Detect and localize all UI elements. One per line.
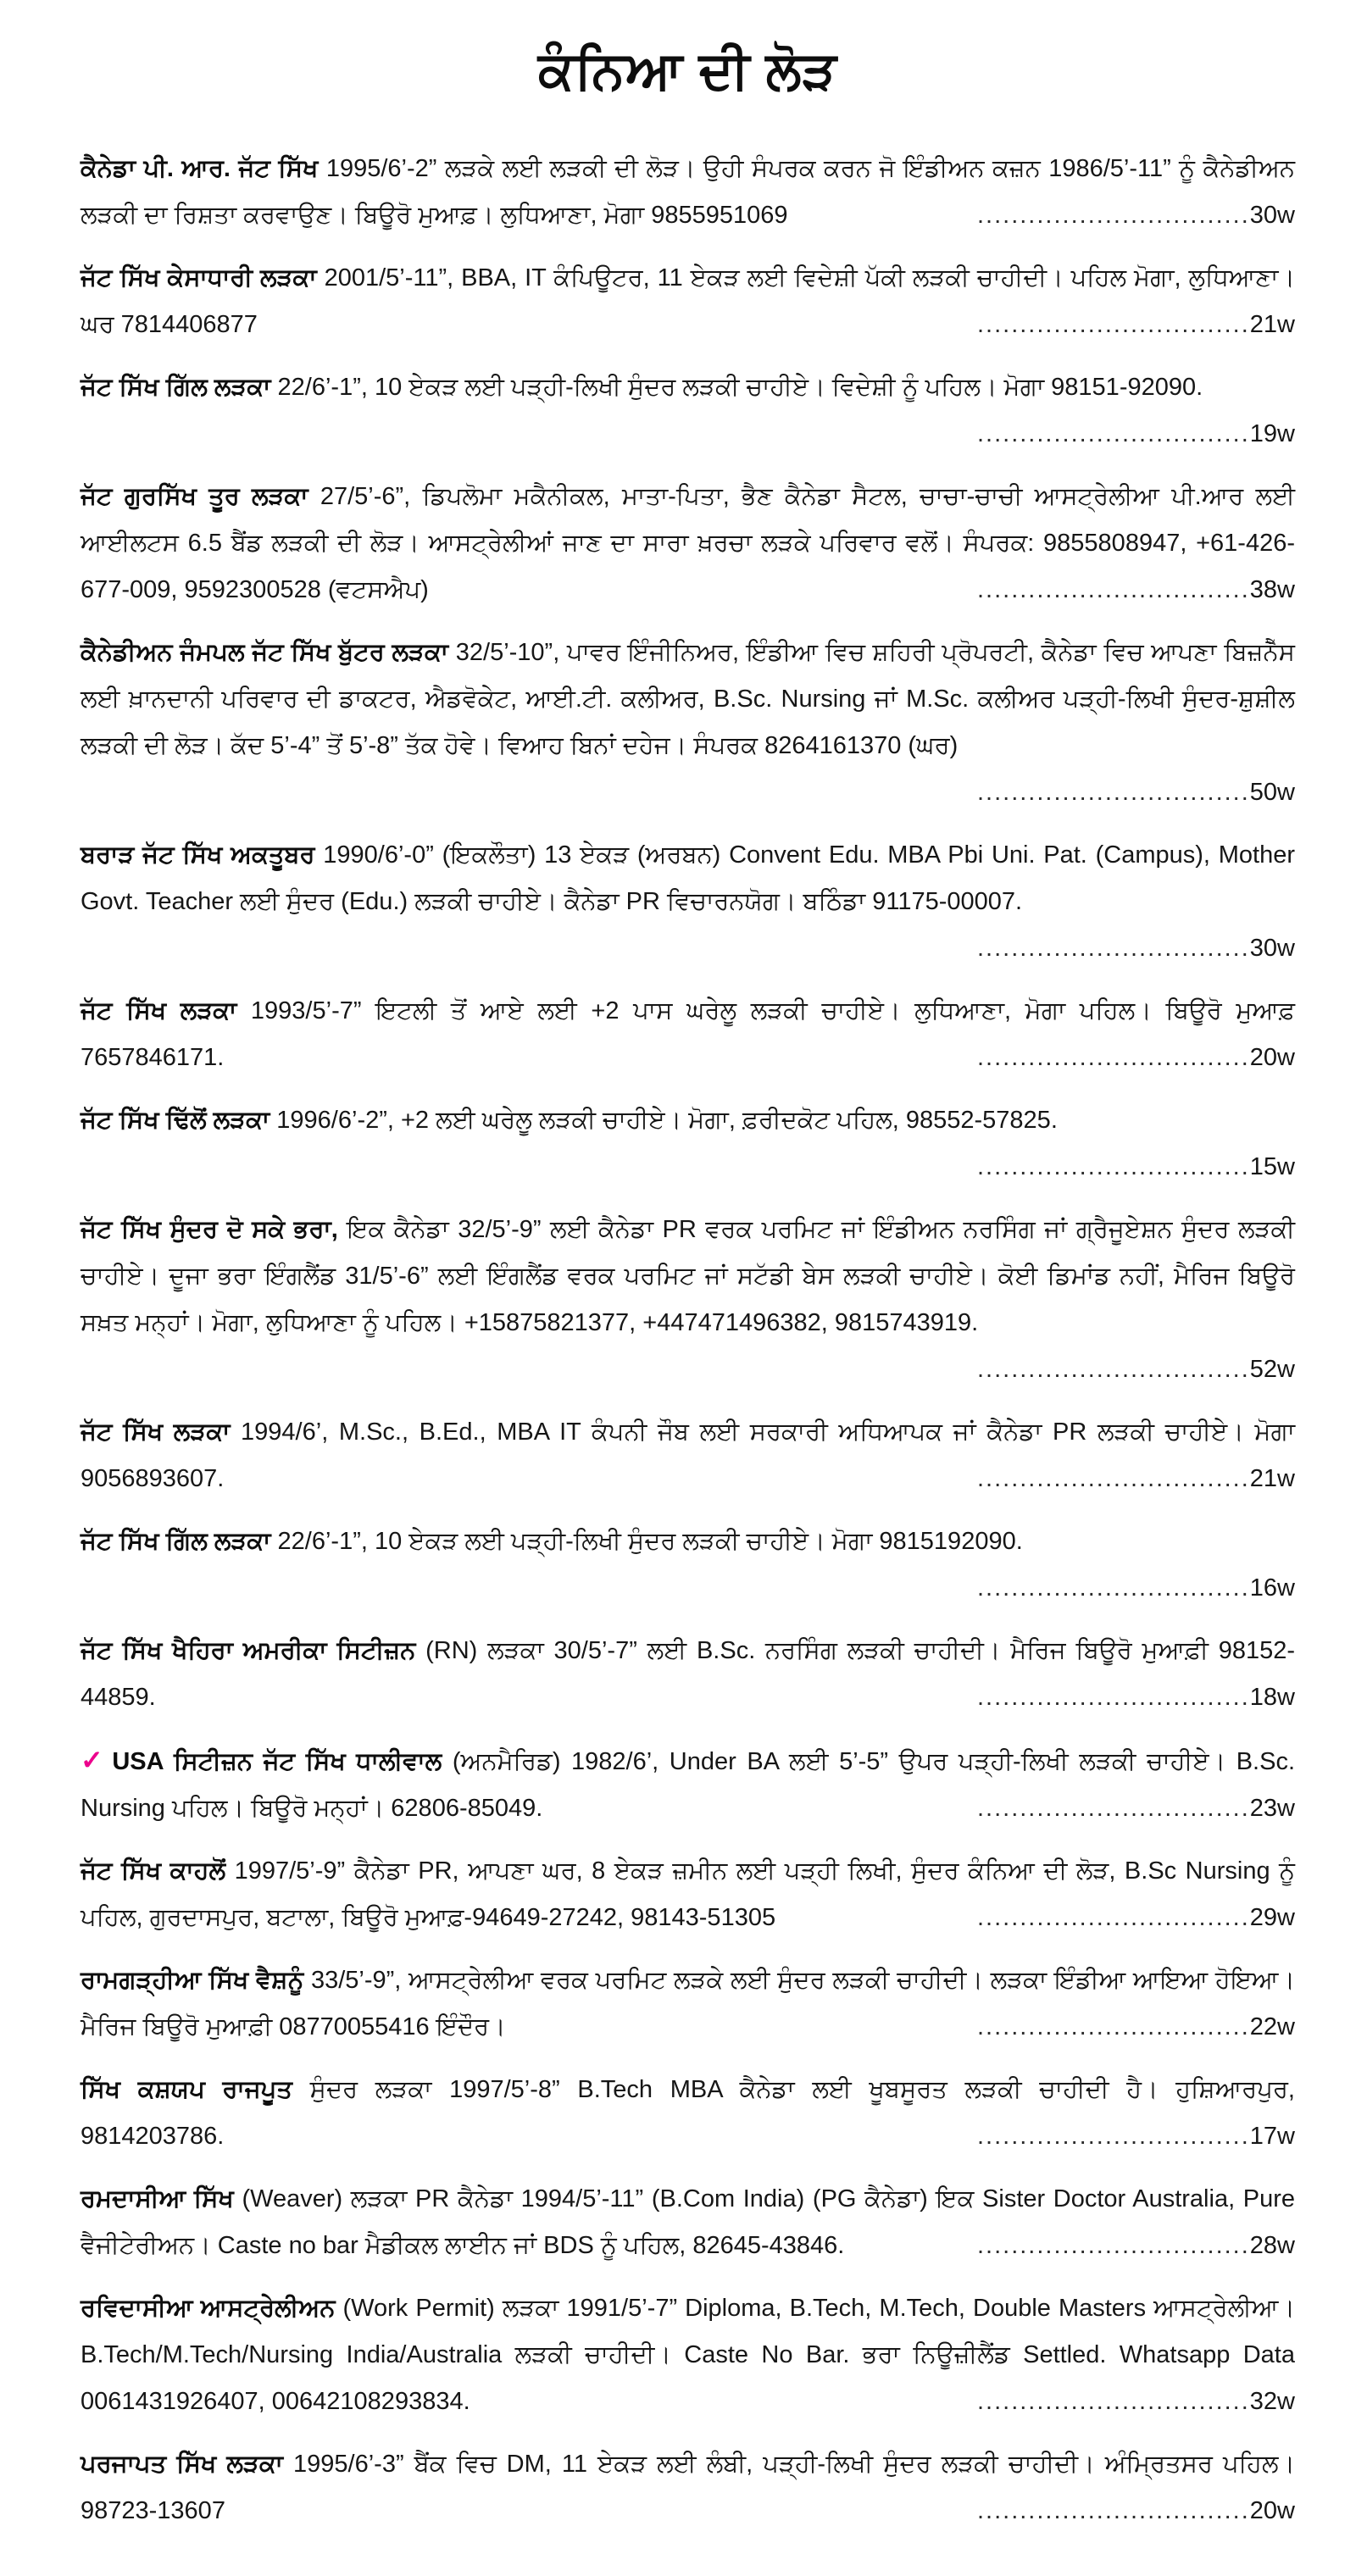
classified-ad bbox=[81, 1848, 1295, 1941]
word-count-value: 18w bbox=[1249, 1684, 1295, 1711]
classified-ad bbox=[81, 1957, 1295, 2051]
classified-ad bbox=[81, 2285, 1295, 2425]
ad-lead: ਜੱਟ ਗੁਰਸਿੱਖ ਤੂਰ ਲੜਕਾ bbox=[81, 483, 308, 510]
word-count bbox=[977, 1144, 1295, 1191]
ad-body: (Weaver) ਲੜਕਾ PR ਕੈਨੇਡਾ 1994/5’-11” (B.Com India) (PG ਕੈਨੇਡਾ) ਇਕ Sister Doctor Australia, Pure ਵੈਜੀਟੇਰੀਅਨ। Caste no bar ਮੈਡੀਕਲ ਲਾਈਨ ਜਾਂ BDS ਨੂੰ ਪਹਿਲ, 82645-43846. bbox=[81, 2185, 1296, 2259]
ad-lead: ਜੱਟ ਸਿੱਖ ਖੈਹਿਰਾ ਅਮਰੀਕਾ ਸਿਟੀਜ਼ਨ bbox=[81, 1637, 416, 1664]
word-count-value: 28w bbox=[1249, 2232, 1295, 2259]
word-count bbox=[977, 567, 1295, 613]
classified-ad bbox=[81, 1409, 1295, 1502]
leader-dots: ................................ bbox=[976, 1684, 1250, 1711]
classified-ad bbox=[81, 1207, 1295, 1393]
ad-body: 1994/6’, M.Sc., B.Ed., MBA IT ਕੰਪਨੀ ਜੌਬ ਲਈ ਸਰਕਾਰੀ ਅਧਿਆਪਕ ਜਾਂ ਕੈਨੇਡਾ PR ਲੜਕੀ ਚਾਹੀਏ। ਮੋਗਾ 9056893607. bbox=[81, 1418, 1295, 1492]
ad-body: 33/5’-9”, ਆਸਟ੍ਰੇਲੀਆ ਵਰਕ ਪਰਮਿਟ ਲੜਕੇ ਲਈ ਸੁੰਦਰ ਲੜਕੀ ਚਾਹੀਦੀ। ਲੜਕਾ ਇੰਡੀਆ ਆਇਆ ਹੋਇਆ। ਮੈਰਿਜ ਬਿਊਰੋ ਮੁਆਫ਼ੀ 08770055416 ਇੰਦੌਰ। bbox=[81, 1967, 1295, 2040]
word-count bbox=[977, 1346, 1295, 1393]
word-count bbox=[977, 302, 1295, 348]
leader-dots: ................................ bbox=[976, 1044, 1250, 1071]
ad-body: 1993/5’-7” ਇਟਲੀ ਤੋਂ ਆਏ ਲਈ +2 ਪਾਸ ਘਰੇਲੂ ਲੜਕੀ ਚਾਹੀਏ। ਲੁਧਿਆਣਾ, ਮੋਗਾ ਪਹਿਲ। ਬਿਊਰੋ ਮੁਆਫ਼ 7657846171. bbox=[81, 997, 1295, 1071]
word-count-value: 30w bbox=[1249, 202, 1295, 229]
ad-lead: ਜੱਟ ਸਿੱਖ ਕੇਸਾਧਾਰੀ ਲੜਕਾ bbox=[81, 264, 317, 291]
leader-dots: ................................ bbox=[976, 935, 1250, 962]
leader-dots: ................................ bbox=[976, 420, 1250, 447]
leader-dots: ................................ bbox=[976, 2123, 1250, 2150]
ad-lead: ਜੱਟ ਸਿੱਖ ਕਾਹਲੋਂ bbox=[81, 1857, 226, 1885]
word-count bbox=[977, 1674, 1295, 1721]
word-count bbox=[977, 1035, 1295, 1081]
classified-ad bbox=[81, 2176, 1295, 2269]
ad-lead: ਬਰਾੜ ਜੱਟ ਸਿੱਖ ਅਕਤੂਬਰ bbox=[81, 841, 315, 869]
ad-body: 1995/6’-2” ਲੜਕੇ ਲਈ ਲੜਕੀ ਦੀ ਲੋੜ। ਉਹੀ ਸੰਪਰਕ ਕਰਨ ਜੋ ਇੰਡੀਅਨ ਕਜ਼ਨ 1986/5’-11” ਨੂੰ ਕੈਨੇਡੀਅਨ ਲੜਕੀ ਦਾ ਰਿਸ਼ਤਾ ਕਰਵਾਉਣ। ਬਿਊਰੋ ਮੁਆਫ਼। ਲੁਧਿਆਣਾ, ਮੋਗਾ 9855951069 bbox=[81, 155, 1296, 229]
leader-dots: ................................ bbox=[976, 576, 1250, 603]
word-count-value: 32w bbox=[1249, 2388, 1295, 2415]
word-count-value: 16w bbox=[1249, 1574, 1295, 1602]
ad-body: ਸੁੰਦਰ ਲੜਕਾ 1997/5’-8” B.Tech MBA ਕੈਨੇਡਾ ਲਈ ਖੂਬਸੂਰਤ ਲੜਕੀ ਚਾਹੀਦੀ ਹੈ। ਹੁਸ਼ਿਆਰਪੁਰ, 9814203786. bbox=[81, 2076, 1295, 2150]
word-count-value: 30w bbox=[1249, 935, 1295, 962]
leader-dots: ................................ bbox=[976, 2013, 1250, 2040]
leader-dots: ................................ bbox=[976, 1574, 1250, 1602]
classified-ad bbox=[81, 364, 1295, 458]
word-count-value: 22w bbox=[1249, 2013, 1295, 2040]
word-count-value: 17w bbox=[1249, 2123, 1295, 2150]
classified-ad bbox=[81, 2067, 1295, 2160]
leader-dots: ................................ bbox=[976, 2232, 1250, 2259]
ad-lead: ਪਰਜਾਪਤ ਸਿੱਖ ਲੜਕਾ bbox=[81, 2451, 283, 2478]
classified-ad bbox=[81, 2441, 1295, 2534]
word-count bbox=[977, 2113, 1295, 2160]
word-count-value: 20w bbox=[1249, 1044, 1295, 1071]
classified-ad bbox=[81, 1628, 1295, 1721]
word-count bbox=[977, 1785, 1295, 1832]
ad-body: 1990/6’-0” (ਇਕਲੌਤਾ) 13 ਏਕੜ (ਅਰਬਨ) Convent Edu. MBA Pbi Uni. Pat. (Campus), Mother Govt. Teacher ਲਈ ਸੁੰਦਰ (Edu.) ਲੜਕੀ ਚਾਹੀਏ। ਕੈਨੇਡਾ PR ਵਿਚਾਰਨਯੋਗ। ਬਠਿੰਡਾ 91175-00007. bbox=[81, 841, 1295, 915]
leader-dots: ................................ bbox=[976, 1356, 1250, 1383]
classified-ad bbox=[81, 255, 1295, 348]
word-count-value: 23w bbox=[1249, 1795, 1295, 1822]
word-count bbox=[977, 2004, 1295, 2051]
ad-body: 22/6’-1”, 10 ਏਕੜ ਲਈ ਪੜ੍ਹੀ-ਲਿਖੀ ਸੁੰਦਰ ਲੜਕੀ ਚਾਹੀਏ। ਵਿਦੇਸ਼ੀ ਨੂੰ ਪਹਿਲ। ਮੋਗਾ 98151-92090. bbox=[277, 374, 1203, 401]
ad-body: 32/5’-10”, ਪਾਵਰ ਇੰਜੀਨਿਅਰ, ਇੰਡੀਆ ਵਿਚ ਸ਼ਹਿਰੀ ਪ੍ਰੋਪਰਟੀ, ਕੈਨੇਡਾ ਵਿਚ ਆਪਣਾ ਬਿਜ਼ਨੈੱਸ ਲਈ ਖ਼ਾਨਦਾਨੀ ਪਰਿਵਾਰ ਦੀ ਡਾਕਟਰ, ਐਡਵੋਕੇਟ, ਆਈ.ਟੀ. ਕਲੀਅਰ, B.Sc. Nursing ਜਾਂ M.Sc. ਕਲੀਅਰ ਪੜ੍ਹੀ-ਲਿਖੀ ਸੁੰਦਰ-ਸ਼ੁਸ਼ੀਲ ਲੜਕੀ ਦੀ ਲੋੜ। ਕੱਦ 5’-4” ਤੋਂ 5’-8” ਤੱਕ ਹੋਵੇ। ਵਿਆਹ ਬਿਨਾਂ ਦਹੇਜ। ਸੰਪਰਕ 8264161370 (ਘਰ) bbox=[81, 639, 1295, 759]
ad-body: 1996/6’-2”, +2 ਲਈ ਘਰੇਲੂ ਲੜਕੀ ਚਾਹੀਏ। ਮੋਗਾ, ਫ਼ਰੀਦਕੋਟ ਪਹਿਲ, 98552-57825. bbox=[276, 1107, 1058, 1134]
word-count bbox=[977, 1456, 1295, 1502]
leader-dots: ................................ bbox=[976, 1904, 1250, 1931]
classified-ad bbox=[81, 146, 1295, 239]
word-count bbox=[977, 411, 1295, 458]
ad-lead: ਜੱਟ ਸਿੱਖ ਗਿੱਲ ਲੜਕਾ bbox=[81, 374, 271, 401]
word-count-value: 52w bbox=[1249, 1356, 1295, 1383]
ad-lead: USA ਸਿਟੀਜ਼ਨ ਜੱਟ ਸਿੱਖ ਧਾਲੀਵਾਲ bbox=[112, 1748, 442, 1775]
ad-body: 2001/5’-11”, BBA, IT ਕੰਪਿਊਟਰ, 11 ਏਕੜ ਲਈ ਵਿਦੇਸ਼ੀ ਪੱਕੀ ਲੜਕੀ ਚਾਹੀਦੀ। ਪਹਿਲ ਮੋਗਾ, ਲੁਧਿਆਣਾ। ਘਰ 7814406877 bbox=[81, 264, 1296, 338]
word-count-value: 21w bbox=[1249, 1465, 1295, 1492]
ad-lead: ਜੱਟ ਸਿੱਖ ਲੜਕਾ bbox=[81, 1418, 231, 1446]
word-count-value: 38w bbox=[1249, 576, 1295, 603]
page-title: ਕੰਨਿਆ ਦੀ ਲੋੜ bbox=[537, 42, 837, 100]
leader-dots: ................................ bbox=[976, 311, 1250, 338]
ad-lead: ਰਮਦਾਸੀਆ ਸਿੱਖ bbox=[81, 2185, 234, 2212]
leader-dots: ................................ bbox=[976, 1795, 1250, 1822]
word-count bbox=[977, 1565, 1295, 1612]
word-count bbox=[977, 1895, 1295, 1941]
classified-ad bbox=[81, 832, 1295, 972]
classified-ad bbox=[81, 474, 1295, 613]
ad-lead: ਜੱਟ ਸਿੱਖ ਢਿੱਲੋਂ ਲੜਕਾ bbox=[81, 1107, 270, 1134]
leader-dots: ................................ bbox=[976, 1153, 1250, 1180]
ad-body: 27/5’-6”, ਡਿਪਲੋਮਾ ਮਕੈਨੀਕਲ, ਮਾਤਾ-ਪਿਤਾ, ਭੈਣ ਕੈਨੇਡਾ ਸੈਟਲ, ਚਾਚਾ-ਚਾਚੀ ਆਸਟ੍ਰੇਲੀਆ ਪੀ.ਆਰ ਲਈ ਆਈਲਟਸ 6.5 ਬੈਂਡ ਲੜਕੀ ਦੀ ਲੋੜ। ਆਸਟ੍ਰੇਲੀਆਂ ਜਾਣ ਦਾ ਸਾਰਾ ਖ਼ਰਚਾ ਲੜਕੇ ਪਰਿਵਾਰ ਵਲੋਂ। ਸੰਪਰਕ: 9855808947, +61-426-677-009, 9592300528 (ਵਟਸਐਪ) bbox=[81, 483, 1295, 603]
classified-ad bbox=[81, 1097, 1295, 1191]
word-count bbox=[977, 192, 1295, 239]
leader-dots: ................................ bbox=[976, 2388, 1250, 2415]
word-count bbox=[977, 925, 1295, 972]
classified-ad bbox=[81, 988, 1295, 1081]
ad-body: (RN) ਲੜਕਾ 30/5’-7” ਲਈ B.Sc. ਨਰਸਿੰਗ ਲੜਕੀ ਚਾਹੀਦੀ। ਮੈਰਿਜ ਬਿਊਰੋ ਮੁਆਫ਼ੀ 98152-44859. bbox=[81, 1637, 1296, 1711]
classified-ad bbox=[81, 1518, 1295, 1612]
ad-body: (ਅਨਮੈਰਿਡ) 1982/6’, Under BA ਲਈ 5’-5” ਉਪਰ ਪੜ੍ਹੀ-ਲਿਖੀ ਲੜਕੀ ਚਾਹੀਏ। B.Sc. Nursing ਪਹਿਲ। ਬਿਊਰੋ ਮਨ੍ਹਾਂ। 62806-85049. bbox=[81, 1748, 1296, 1822]
word-count-value: 50w bbox=[1249, 779, 1295, 806]
word-count bbox=[977, 2488, 1295, 2534]
word-count bbox=[977, 2379, 1295, 2425]
ad-lead: ਜੱਟ ਸਿੱਖ ਗਿੱਲ ਲੜਕਾ bbox=[81, 1528, 271, 1555]
leader-dots: ................................ bbox=[976, 2497, 1250, 2524]
word-count-value: 19w bbox=[1249, 420, 1295, 447]
ad-lead: ਸਿੱਖ ਕਸ਼ਯਪ ਰਾਜਪੂਤ bbox=[81, 2076, 292, 2103]
checkmark-icon: ✓ bbox=[81, 1745, 108, 1775]
ad-lead: ਕੈਨੇਡੀਅਨ ਜੰਮਪਲ ਜੱਟ ਸਿੱਖ ਬੁੱਟਰ ਲੜਕਾ bbox=[81, 639, 449, 666]
ad-lead: ਕੈਨੇਡਾ ਪੀ. ਆਰ. ਜੱਟ ਸਿੱਖ bbox=[81, 155, 319, 182]
ad-lead: ਜੱਟ ਸਿੱਖ ਲੜਕਾ bbox=[81, 997, 237, 1024]
word-count-value: 21w bbox=[1249, 311, 1295, 338]
leader-dots: ................................ bbox=[976, 202, 1250, 229]
ad-lead: ਜੱਟ ਸਿੱਖ ਸੁੰਦਰ ਦੋ ਸਕੇ ਭਰਾ, bbox=[81, 1216, 338, 1243]
ad-body: 1997/5’-9” ਕੈਨੇਡਾ PR, ਆਪਣਾ ਘਰ, 8 ਏਕੜ ਜ਼ਮੀਨ ਲਈ ਪੜ੍ਹੀ ਲਿਖੀ, ਸੁੰਦਰ ਕੰਨਿਆ ਦੀ ਲੋੜ, B.Sc Nursing ਨੂੰ ਪਹਿਲ, ਗੁਰਦਾਸਪੁਰ, ਬਟਾਲਾ, ਬਿਊਰੋ ਮੁਆਫ਼-94649-27242, 98143-51305 bbox=[81, 1857, 1295, 1931]
classified-ad bbox=[81, 1737, 1295, 1832]
ad-body: (Work Permit) ਲੜਕਾ 1991/5’-7” Diploma, B.Tech, M.Tech, Double Masters ਆਸਟ੍ਰੇਲੀਆ। B.Tech/M.Tech/Nursing India/Australia ਲੜਕੀ ਚਾਹੀਦੀ। Caste No Bar. ਭਰਾ ਨਿਊਜ਼ੀਲੈਂਡ Settled. Whatsapp Data 0061431926407, 00642108293834. bbox=[81, 2295, 1296, 2415]
ad-lead: ਰਵਿਦਾਸੀਆ ਆਸਟ੍ਰੇਲੀਅਨ bbox=[81, 2295, 336, 2322]
ad-lead: ਰਾਮਗੜ੍ਹੀਆ ਸਿੱਖ ਵੈਸ਼ਨੂੰ bbox=[81, 1967, 304, 1994]
ad-body: 22/6’-1”, 10 ਏਕੜ ਲਈ ਪੜ੍ਹੀ-ਲਿਖੀ ਸੁੰਦਰ ਲੜਕੀ ਚਾਹੀਏ। ਮੋਗਾ 9815192090. bbox=[277, 1528, 1023, 1555]
ad-body: 1995/6’-3” ਬੈਂਕ ਵਿਚ DM, 11 ਏਕੜ ਲਈ ਲੰਬੀ, ਪੜ੍ਹੀ-ਲਿਖੀ ਸੁੰਦਰ ਲੜਕੀ ਚਾਹੀਦੀ। ਅੰਮ੍ਰਿਤਸਰ ਪਹਿਲ। 98723-13607 bbox=[81, 2451, 1295, 2524]
word-count bbox=[977, 2223, 1295, 2269]
word-count-value: 20w bbox=[1249, 2497, 1295, 2524]
leader-dots: ................................ bbox=[976, 779, 1250, 806]
leader-dots: ................................ bbox=[976, 1465, 1250, 1492]
word-count-value: 29w bbox=[1249, 1904, 1295, 1931]
classified-ad bbox=[81, 630, 1295, 816]
word-count-value: 15w bbox=[1249, 1153, 1295, 1180]
word-count bbox=[977, 769, 1295, 816]
ad-body: ਇਕ ਕੈਨੇਡਾ 32/5’-9” ਲਈ ਕੈਨੇਡਾ PR ਵਰਕ ਪਰਮਿਟ ਜਾਂ ਇੰਡੀਅਨ ਨਰਸਿੰਗ ਜਾਂ ਗ੍ਰੈਜੂਏਸ਼ਨ ਸੁੰਦਰ ਲੜਕੀ ਚਾਹੀਏ। ਦੂਜਾ ਭਰਾ ਇੰਗਲੈਂਡ 31/5’-6” ਲਈ ਇੰਗਲੈਂਡ ਵਰਕ ਪਰਮਿਟ ਜਾਂ ਸਟੱਡੀ ਬੇਸ ਲੜਕੀ ਚਾਹੀਏ। ਕੋਈ ਡਿਮਾਂਡ ਨਹੀਂ, ਮੈਰਿਜ ਬਿਊਰੋ ਸਖ਼ਤ ਮਨ੍ਹਾਂ। ਮੋਗਾ, ਲੁਧਿਆਣਾ ਨੂੰ ਪਹਿਲ। +15875821377, +447471496382, 9815743919. bbox=[81, 1216, 1295, 1336]
